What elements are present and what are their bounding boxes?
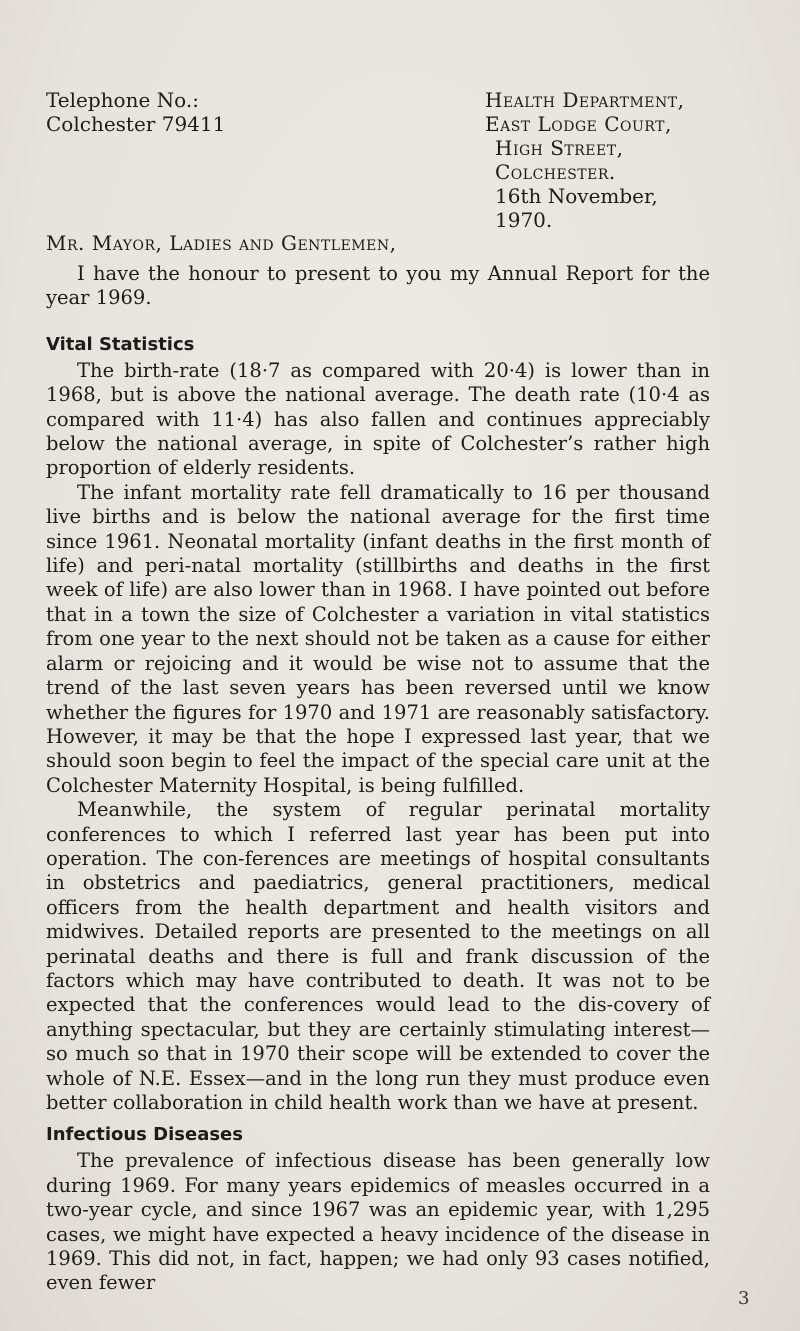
telephone-number: Colchester 79411 bbox=[46, 112, 226, 136]
address-line-department: Health Department, bbox=[485, 88, 685, 112]
page-number: 3 bbox=[738, 1288, 750, 1309]
infectious-diseases-paragraph-1: The prevalence of infectious disease has been generally low during 1969. For many years epidemics of measles occurred in a two-year cycle, and since 1967 was an epidemic year, with 1,295 cases, we might have expected a heavy incidence of the disease in 1969. This did not, in fact, happen; we had only 93 cases notified, even fewer bbox=[46, 1149, 710, 1295]
vital-statistics-paragraph-2: The infant mortality rate fell dramatically to 16 per thousand live births and is below the national average for the first time since 1961. Neonatal mortality (infant deaths in the first month of life) and peri-natal mortality (stillbirths and deaths in the first week of life) are also lower than in 1968. I have pointed out before that in a town the size of Colchester a variation in vital statistics from one year to the next should not be taken as a cause for either alarm or rejoicing and it would be wise not to assume that the trend of the last seven years has been reversed until we know whether the figures for 1970 and 1971 are reasonably satisfactory. However, it may be that the hope I expressed last year, that we should soon begin to feel the impact of the special care unit at the Colchester Maternity Hospital, is being fulfilled. bbox=[46, 480, 710, 797]
telephone-label: Telephone No.: bbox=[46, 88, 199, 112]
letter-date: 16th November, 1970. bbox=[495, 184, 658, 232]
vital-statistics-paragraph-3: Meanwhile, the system of regular perinatal mortality conferences to which I referred last year has been put into operation. The con-ferences are meetings of hospital consultants in obstetrics and paediatrics, general practitioners, medical officers from the health department and health visitors and midwives. Detailed reports are presented to the meetings on all perinatal deaths and there is full and frank discussion of the factors which may have contributed to death. It was not to be expected that the conferences would lead to the dis-covery of anything spectacular, but they are certainly stimulating interest—so much so that in 1970 their scope will be extended to cover the whole of N.E. Essex—and in the long run they must produce even better collaboration in child health work than we have at present. bbox=[46, 798, 710, 1114]
address-line-lodge: East Lodge Court, bbox=[485, 112, 672, 136]
address-block bbox=[485, 88, 710, 232]
section-heading-vital-statistics: Vital Statistics bbox=[46, 333, 195, 355]
section-heading-infectious-diseases: Infectious Diseases bbox=[46, 1124, 243, 1146]
address-line-town: Colchester. bbox=[495, 160, 616, 184]
letter-header bbox=[46, 88, 710, 232]
telephone-block bbox=[46, 88, 225, 136]
address-line-street: High Street, bbox=[495, 136, 624, 160]
vital-statistics-paragraph-1: The birth-rate (18·7 as compared with 20·4) is lower than in 1968, but is above the national average. The death rate (10·4 as compared with 11·4) has also fallen and continues appreciably below the national average, in spite of Colchester’s rather high proportion of elderly residents. bbox=[46, 358, 710, 480]
intro-paragraph: I have the honour to present to you my Annual Report for the year 1969. bbox=[46, 262, 710, 310]
salutation: Mr. Mayor, Ladies and Gentlemen, bbox=[46, 231, 397, 255]
